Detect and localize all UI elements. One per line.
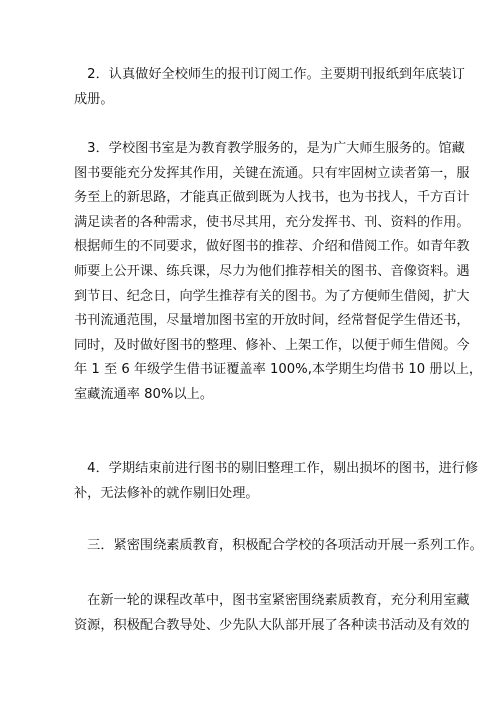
text-line: 在新一轮的课程改革中，图书室紧密围绕素质教育，充分利用室藏 (74, 593, 470, 608)
text-line: 2．认真做好全校师生的报刊订阅工作。主要期刊报纸到年底装订 (74, 67, 465, 82)
text-line: 师要上公开课、练兵课，尽力为他们推荐相关的图书、音像资料。遇 (74, 263, 470, 279)
text-line: 满足读者的各种需求，使书尽其用，充分发挥书、刊、资料的作用。 (74, 214, 470, 230)
text-line: 同时，及时做好图书的整理、修补、上架工作，以便于师生借阅。今 (74, 337, 470, 353)
text-line: 三．紧密围绕素质教育，积极配合学校的各项活动开展一系列工作。 (74, 538, 483, 553)
paragraph-library-service (74, 137, 483, 408)
text-line: 到节日、纪念日，向学生推荐有关的图书。为了方便师生借阅，扩大 (74, 288, 470, 304)
paragraph-book-weeding (74, 457, 479, 506)
text-line: 书刊流通范围，尽量增加图书室的开放时间，经常督促学生借还书， (74, 313, 470, 329)
text-line: 根据师生的不同要求，做好图书的推荐、介绍和借阅工作。如青年教 (74, 239, 470, 255)
text-line: 补，无法修补的就作剔旧处理。 (74, 485, 259, 501)
text-line: 图书要能充分发挥其作用，关键在流通。只有牢固树立读者第一，服 (74, 165, 470, 181)
text-line: 成册。 (74, 91, 114, 107)
text-line: 务至上的新思路，才能真正做到既为人找书，也为书找人，千方百计 (74, 190, 470, 206)
text-line: 资源，积极配合教导处、少先队大队部开展了各种读书活动及有效的 (74, 617, 470, 633)
text-line: 年 1 至 6 年级学生借书证覆盖率 100%,本学期生均借书 10 册以上， (74, 362, 483, 378)
text-line: 3．学校图书室是为教育教学服务的，是为广大师生服务的。馆藏 (74, 141, 465, 156)
text-line: 室藏流通率 80%以上。 (74, 386, 214, 402)
paragraph-newspaper-subscription (74, 63, 465, 112)
section-heading-quality-education (74, 534, 483, 559)
text-line: 4．学期结束前进行图书的剔旧整理工作，剔出损坏的图书，进行修 (74, 461, 479, 476)
paragraph-curriculum-reform (74, 589, 470, 638)
